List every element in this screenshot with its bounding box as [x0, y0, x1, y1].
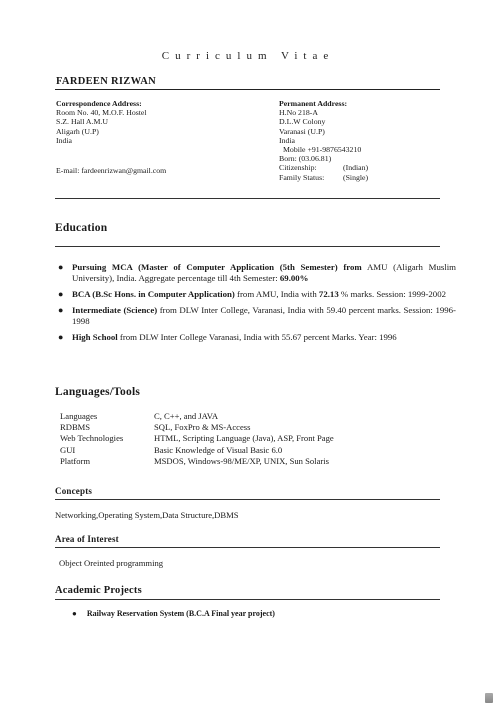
mobile-number: Mobile +91-9876543210: [283, 145, 362, 155]
name-divider: [55, 89, 440, 90]
bullet-icon: ●: [58, 289, 64, 299]
degree-title: High School: [72, 332, 118, 342]
bullet-icon: ●: [58, 262, 64, 272]
address-line: S.Z. Hall A.M.U: [56, 117, 108, 127]
table-row: [60, 422, 334, 433]
concepts-heading: Concepts: [55, 486, 93, 496]
address-divider: [55, 198, 440, 199]
education-divider: [55, 246, 440, 247]
candidate-name: FARDEEN RIZWAN: [56, 76, 156, 87]
list-item: [56, 289, 456, 300]
address-line: Room No. 40, M.O.F. Hostel: [56, 108, 147, 118]
email-line: E-mail: fardeenrizwan@gmail.com: [56, 166, 167, 175]
correspondence-heading: Correspondence Address:: [56, 99, 142, 108]
degree-title: Intermediate (Science): [72, 305, 158, 315]
address-line: Varanasi (U.P): [279, 126, 325, 136]
projects-heading: Academic Projects: [55, 585, 142, 596]
degree-details: from DLW Inter College, Varanasi, India with 59.40 percent marks. Session: 1996-1998: [72, 305, 456, 326]
skill-label: Languages: [60, 411, 98, 421]
skill-value: HTML, Scripting Language (Java), ASP, Front Page: [154, 433, 334, 444]
languages-heading: Languages/Tools: [55, 386, 141, 398]
project-title: Railway Reservation System (B.C.A Final year project): [86, 609, 275, 618]
citizenship-row: [279, 163, 368, 172]
concepts-divider: [55, 499, 440, 500]
list-item: [56, 305, 456, 327]
list-item: [56, 332, 456, 343]
projects-divider: [55, 599, 440, 600]
bullet-icon: ●: [58, 305, 64, 315]
skill-label: Platform: [60, 455, 91, 466]
date-of-birth: Born: (03.06.81): [279, 154, 332, 164]
skill-label: Web Technologies: [60, 433, 124, 444]
skill-label: RDBMS: [60, 422, 91, 433]
degree-title: BCA (B.Sc Hons. in Computer Application): [72, 289, 235, 299]
degree-details: from AMU, India with: [234, 289, 319, 299]
table-row: [60, 445, 334, 456]
table-row: [60, 433, 334, 444]
page-corner-icon: [485, 693, 493, 703]
address-line: Aligarh (U.P): [56, 126, 99, 136]
list-item: [56, 262, 456, 284]
bullet-icon: ●: [72, 609, 77, 618]
address-line: India: [56, 135, 73, 145]
bullet-icon: ●: [58, 332, 64, 342]
interest-text: Object Oreinted programming: [59, 558, 164, 568]
citizenship-value: (Indian): [343, 163, 369, 173]
interest-divider: [55, 547, 440, 548]
family-status-label: Family Status:: [279, 172, 325, 182]
skill-label: GUI: [60, 444, 76, 455]
degree-score: 72.13: [318, 289, 339, 299]
table-row: [60, 411, 334, 422]
degree-title: Pursuing MCA (Master of Computer Application (5th Semester) from: [72, 262, 362, 272]
degree-score: 69.00%: [279, 273, 309, 283]
education-list: [56, 262, 456, 348]
degree-details: from DLW Inter College Varanasi, India with 55.67 percent Marks. Year: 1996: [117, 332, 397, 342]
correspondence-address: [56, 99, 147, 145]
address-line: India: [279, 135, 296, 145]
education-heading: Education: [55, 222, 108, 234]
skill-value: Basic Knowledge of Visual Basic 6.0: [154, 444, 283, 455]
page-title: Curriculum Vitae: [161, 50, 335, 62]
degree-details: AMU (Aligarh Muslim University), India. Aggregate percentage till 4th Semester:: [72, 262, 456, 283]
family-status-row: [279, 173, 368, 182]
languages-table: [60, 411, 334, 467]
address-line: H.No 218-A: [279, 108, 318, 118]
family-status-value: (Single): [343, 172, 369, 182]
concepts-text: Networking,Operating System,Data Structure,DBMS: [55, 510, 239, 520]
list-item: [72, 609, 275, 618]
address-line: D.L.W Colony: [279, 117, 326, 127]
degree-details: % marks. Session: 1999-2002: [338, 289, 446, 299]
table-row: [60, 456, 334, 467]
permanent-heading: Permanent Address:: [279, 99, 348, 108]
skill-value: C, C++, and JAVA: [154, 411, 219, 421]
skill-value: MSDOS, Windows-98/ME/XP, UNIX, Sun Solaris: [154, 455, 329, 466]
citizenship-label: Citizenship:: [279, 163, 317, 173]
permanent-address: [279, 99, 368, 182]
interest-heading: Area of Interest: [55, 534, 119, 544]
skill-value: SQL, FoxPro & MS-Access: [154, 422, 251, 433]
